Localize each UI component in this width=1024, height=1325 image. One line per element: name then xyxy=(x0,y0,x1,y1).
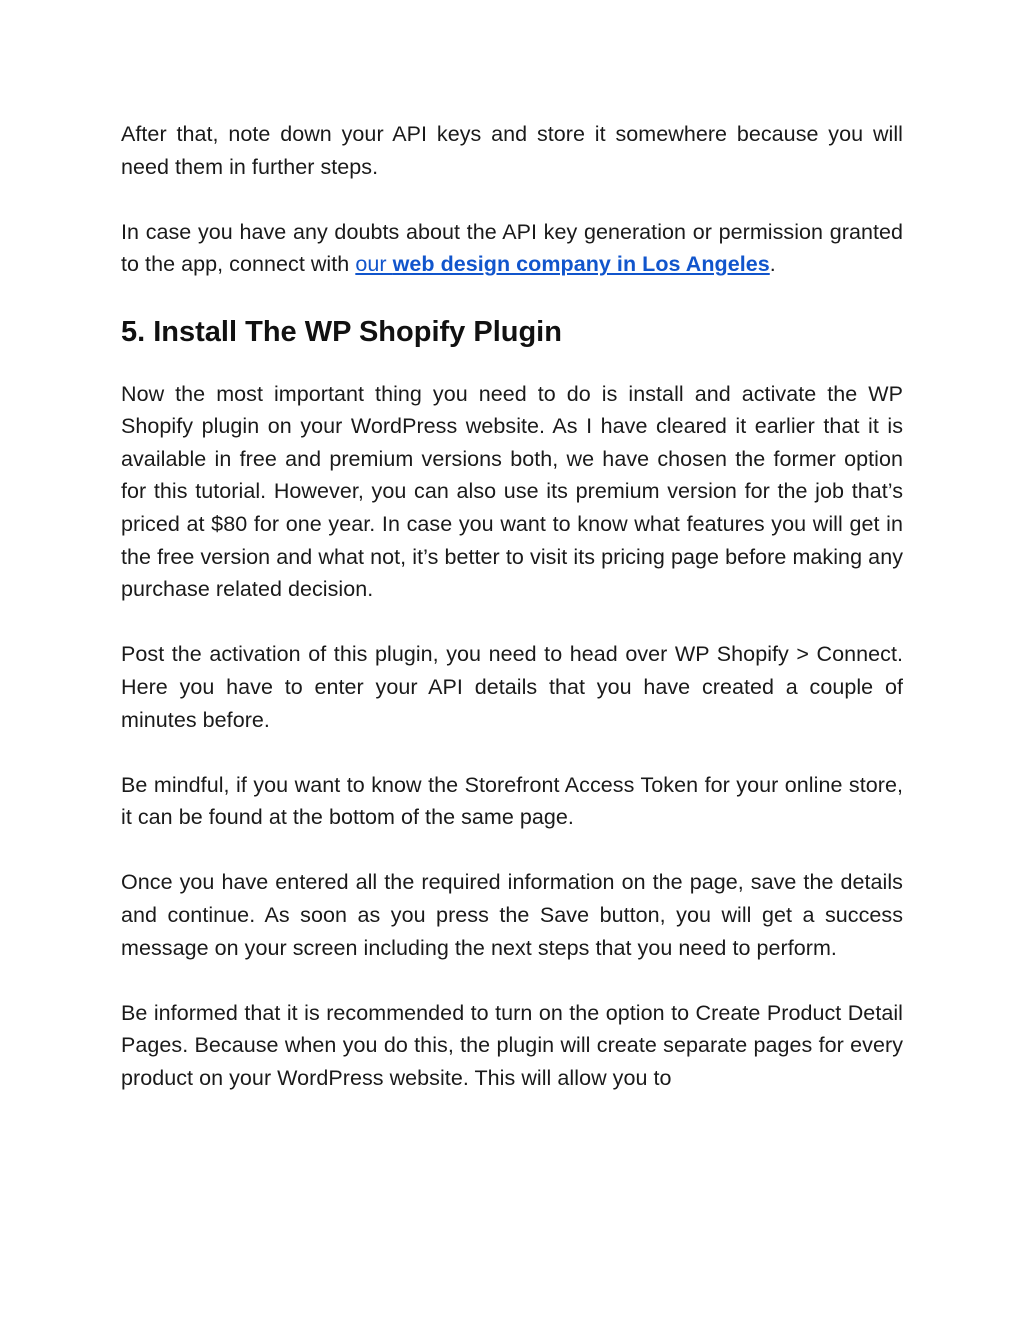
document-page xyxy=(121,118,903,1127)
paragraph-doubts-period: . xyxy=(769,252,776,277)
paragraph-save-details: Once you have entered all the required information on the page, save the details and continue. As soon as you press the Save button, you will get a success message on your screen including the next steps that you need to perform. xyxy=(121,870,903,960)
paragraph-install-plugin: Now the most important thing you need to do is install and activate the WP Shopify plugin on your WordPress website. As I have cleared it earlier that it is available in free and premium versions both, we have chosen the former option for this tutorial. However, you can also use its premium version for the job that’s priced at $80 for one year. In case you want to know what features you will get in the free version and what not, it’s better to visit its pricing page before making any purchase related decision. xyxy=(121,381,903,602)
paragraph-doubts-text: In case you have any doubts about the API key generation or permission granted to the app, connect with xyxy=(121,219,903,277)
paragraph-product-pages: Be informed that it is recommended to turn on the option to Create Product Detail Pages. Because when you do this, the plugin will create separate pages for every product on your WordPress website. This will allow you to xyxy=(121,1000,903,1091)
paragraph-storefront-token: Be mindful, if you want to know the Storefront Access Token for your online store, it can be found at the bottom of the same page. xyxy=(121,772,903,830)
section-heading: 5. Install The WP Shopify Plugin xyxy=(121,315,562,348)
link-text-bold: web design company in Los Angeles xyxy=(392,252,770,277)
web-design-company-link[interactable] xyxy=(355,252,769,276)
paragraph-activation: Post the activation of this plugin, you need to head over WP Shopify > Connect. Here you have to enter your API details that you have created a couple of minutes before. xyxy=(121,642,903,732)
link-text-plain: our xyxy=(355,252,393,277)
paragraph-doubts xyxy=(121,216,903,281)
paragraph-api-keys: After that, note down your API keys and store it somewhere because you will need them in further steps. xyxy=(121,122,903,179)
